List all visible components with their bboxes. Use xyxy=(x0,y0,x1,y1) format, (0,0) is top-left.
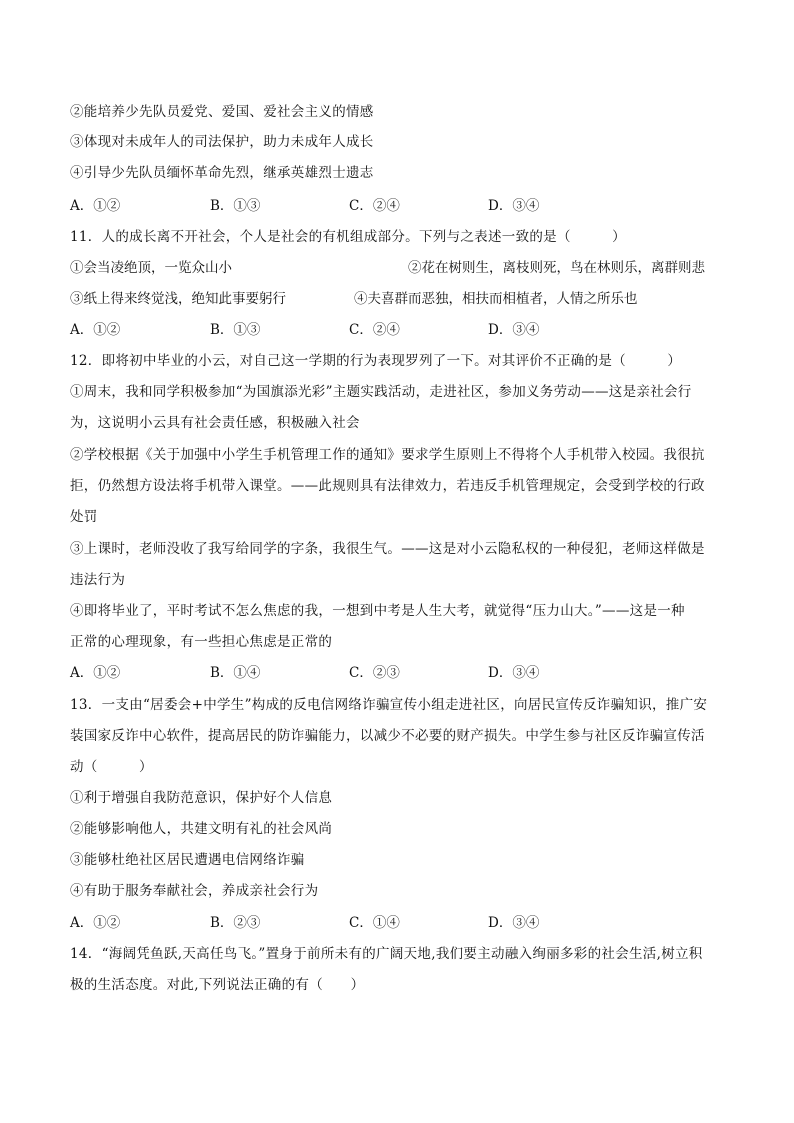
q12-statement-2-line-2: 拒，仍然想方设法将手机带入课堂。——此规则具有法律效力，若违反手机管理规定，会受到学校的行政 xyxy=(70,478,705,494)
q14-stem-line-2: 极的生活态度。对此,下列说法正确的有（ ） xyxy=(70,977,365,993)
q10-option-a[interactable]: A．①② xyxy=(70,198,121,214)
q12-statement-1-line-1: ①周末，我和同学积极参加“为国旗添光彩”主题实践活动，走进社区，参加义务劳动——这是亲社会行 xyxy=(70,384,692,400)
q11-statement-4: ④夫喜群而恶独，相扶而相植者，人情之所乐也 xyxy=(354,291,638,307)
q13-statement-1: ①利于增强自我防范意识，保护好个人信息 xyxy=(70,790,333,806)
q10-statement-2: ②能培养少先队员爱党、爱国、爱社会主义的情感 xyxy=(70,104,374,120)
q13-option-d[interactable]: D．③④ xyxy=(488,915,540,931)
q11-statement-1: ①会当凌绝顶，一览众山小 xyxy=(70,260,232,276)
q12-option-d[interactable]: D．③④ xyxy=(488,665,540,681)
q13-option-b[interactable]: B．②③ xyxy=(210,915,261,931)
q11-statement-2: ②花在树则生，离枝则死，鸟在林则乐，离群则悲 xyxy=(408,260,705,276)
q13-options xyxy=(70,914,730,932)
q11-statement-3: ③纸上得来终觉浅，绝知此事要躬行 xyxy=(70,291,286,307)
q11-statements-row-1 xyxy=(70,259,730,277)
q13-stem-line-1: 13．一支由“居委会+中学生”构成的反电信网络诈骗宣传小组走进社区，向居民宣传反诈骗知识，推广安 xyxy=(70,697,708,713)
q12-statement-1-line-2: 为，这说明小云具有社会责任感，积极融入社会 xyxy=(70,415,360,431)
q10-statement-4: ④引导少先队员缅怀革命先烈，继承英雄烈士遗志 xyxy=(70,165,374,181)
q12-statement-3-line-2: 违法行为 xyxy=(70,572,126,588)
q13-option-a[interactable]: A．①② xyxy=(70,915,121,931)
q12-statement-4-line-2: 正常的心理现象，有一些担心焦虑是正常的 xyxy=(70,634,333,650)
q10-option-b[interactable]: B．①③ xyxy=(210,198,261,214)
q13-stem-line-2: 装国家反诈中心软件，提高居民的防诈骗能力，以减少不必要的财产损失。中学生参与社区反诈骗宣传活 xyxy=(70,728,705,744)
q12-option-b[interactable]: B．①④ xyxy=(210,665,261,681)
q13-statement-4: ④有助于服务奉献社会，养成亲社会行为 xyxy=(70,883,319,899)
q11-option-d[interactable]: D．③④ xyxy=(488,322,540,338)
q12-option-c[interactable]: C．②③ xyxy=(349,665,400,681)
q13-statement-3: ③能够杜绝社区居民遭遇电信网络诈骗 xyxy=(70,852,305,868)
q14-stem-line-1: 14．“海阔凭鱼跃,天高任鸟飞。”置身于前所未有的广阔天地,我们要主动融入绚丽多彩的社会生活,树立积 xyxy=(70,946,703,962)
q13-stem-line-3: 动（ ） xyxy=(70,759,153,775)
q12-options xyxy=(70,664,730,682)
q10-option-c[interactable]: C．②④ xyxy=(349,198,400,214)
q12-option-a[interactable]: A．①② xyxy=(70,665,121,681)
q12-stem: 12．即将初中毕业的小云，对自己这一学期的行为表现罗列了一下。对其评价不正确的是（ ） xyxy=(70,353,682,369)
q10-options xyxy=(70,197,730,215)
q12-statement-2-line-1: ②学校根据《关于加强中小学生手机管理工作的通知》要求学生原则上不得将个人手机带入校园。我很抗 xyxy=(70,447,705,463)
q11-stem: 11．人的成长离不开社会，个人是社会的有机组成部分。下列与之表述一致的是（ ） xyxy=(70,229,626,245)
q12-statement-4-line-1: ④即将毕业了，平时考试不怎么焦虑的我，一想到中考是人生大考，就觉得“压力山大。”——这是一种 xyxy=(70,603,685,619)
q11-option-c[interactable]: C．②④ xyxy=(349,322,400,338)
q11-options xyxy=(70,321,730,339)
q12-statement-3-line-1: ③上课时，老师没收了我写给同学的字条，我很生气。——这是对小云隐私权的一种侵犯，老师这样做是 xyxy=(70,541,705,557)
q13-statement-2: ②能够影响他人，共建文明有礼的社会风尚 xyxy=(70,821,333,837)
q10-statement-3: ③体现对未成年人的司法保护，助力未成年人成长 xyxy=(70,134,374,150)
q11-statements-row-2 xyxy=(70,290,730,308)
q12-statement-2-line-3: 处罚 xyxy=(70,509,98,525)
q11-option-a[interactable]: A．①② xyxy=(70,322,121,338)
q10-option-d[interactable]: D．③④ xyxy=(488,198,540,214)
q13-option-c[interactable]: C．①④ xyxy=(349,915,400,931)
q11-option-b[interactable]: B．①③ xyxy=(210,322,261,338)
